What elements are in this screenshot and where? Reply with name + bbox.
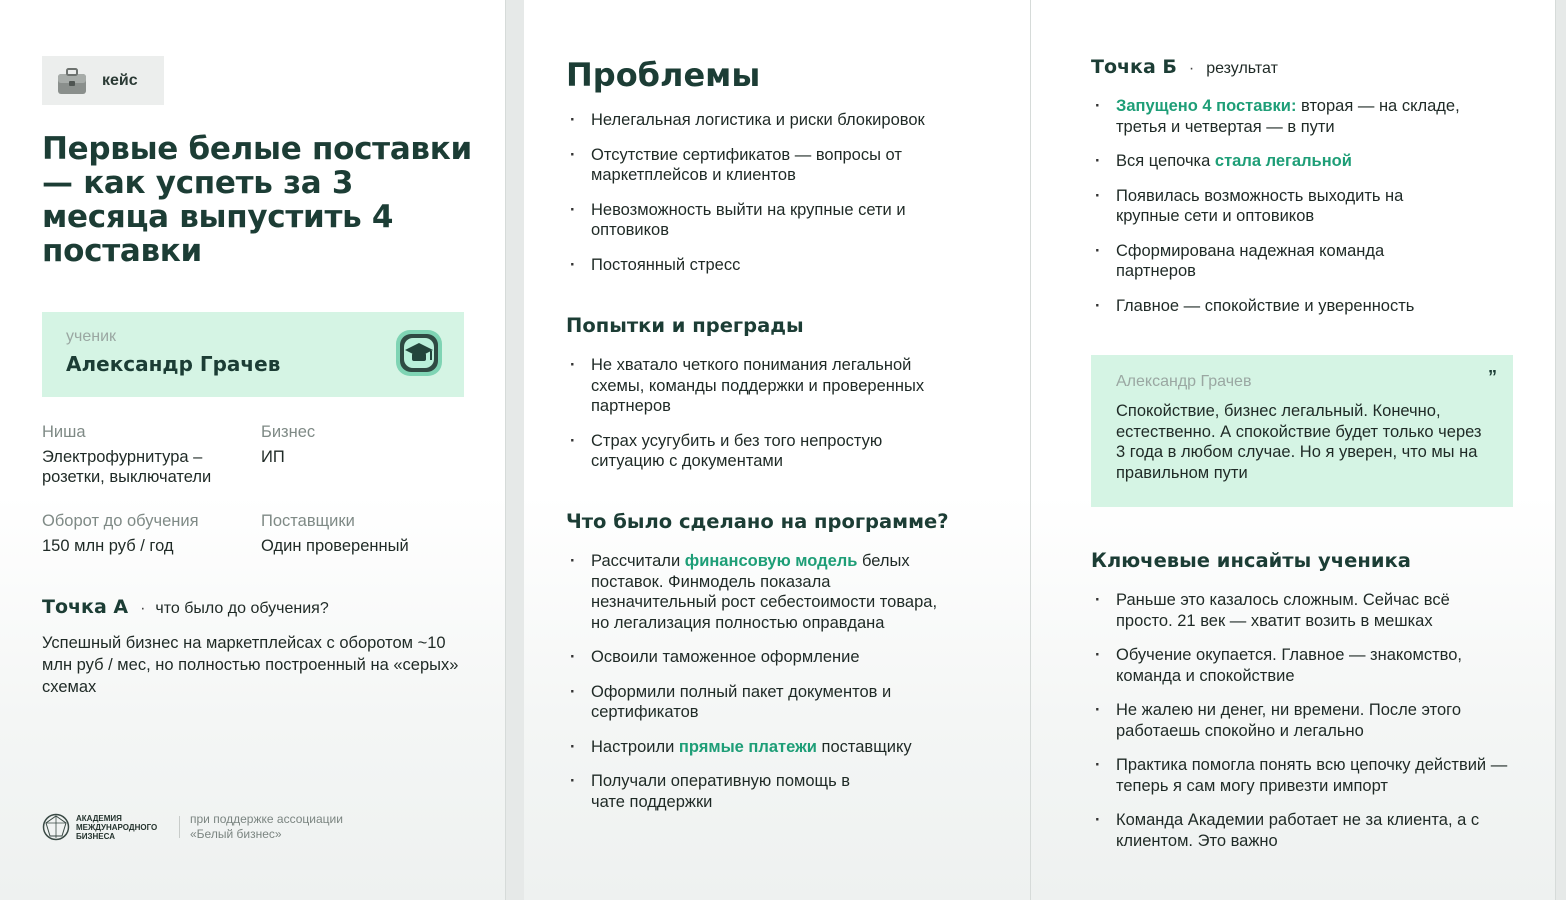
point-a-text: Успешный бизнес на маркетплейсах с оборотом ~10 млн руб / мес, но полностью построенный на «серых» схемах [42,634,459,696]
panel-divider [1555,0,1556,900]
item-text: Появилась возможность выходить на крупные сети и оптовиков [1116,186,1404,225]
point-a-title: Точка А [42,596,129,618]
point-a-separator: · [140,600,146,617]
info-niche [42,422,242,487]
list-item: · Страх усугубить и без того непростую ситуацию с документами [566,431,936,472]
panel-problems [524,0,1030,900]
footer-divider [179,816,180,838]
item-highlight: стала легальной [1214,152,1352,170]
list-item [1091,241,1431,282]
item-text: белых поставок. Финмодель показала незначительный рост себестоимости товара, но легализация полностью оправдана [591,552,938,632]
quote-author: Александр Грачев [1116,373,1252,390]
done-title: Что было сделано на программе? [566,510,949,533]
item-text: Оформили полный пакет документов и сертификатов [591,682,892,721]
info-business [261,422,481,467]
list-item [1091,96,1471,137]
problems-title: Проблемы [566,56,761,94]
point-b-heading [1091,56,1278,78]
student-label: ученик [66,328,117,345]
info-niche-value: Электрофурнитура – розетки, выключатели [42,448,212,486]
list-item: · Нелегальная логистика и риски блокировок [566,110,1011,131]
point-b-title: Точка Б [1091,56,1177,78]
item-text: Освоили таможенное оформление [591,648,860,666]
insights-title: Ключевые инсайты ученика [1091,549,1411,572]
done-list [566,551,951,826]
list-item: · Практика помогла понять всю цепочку действий — теперь я сам могу привезти импорт [1091,755,1516,796]
info-suppliers-label: Поставщики [261,512,355,530]
info-turnover-label: Оборот до обучения [42,512,199,530]
item-text: Получали оперативную помощь в чате поддержки [591,772,851,811]
list-item: · Постоянный стресс [566,255,1011,276]
list-item [1091,151,1491,172]
info-turnover [42,511,252,556]
case-title: Первые белые поставки — как успеть за 3 месяца выпустить 4 поставки [42,131,472,269]
list-item: · Отсутствие сертификатов — вопросы от маркетплейсов и клиентов [566,145,906,186]
attempts-title: Попытки и преграды [566,314,804,337]
item-text: Сформирована надежная команда партнеров [1116,241,1385,280]
briefcase-icon [54,63,90,99]
info-suppliers-value: Один проверенный [261,537,409,555]
list-item: · Раньше это казалось сложным. Сейчас всё просто. 21 век — хватит возить в мешках [1091,590,1471,631]
panel-results [1031,0,1555,900]
student-card [42,312,464,397]
item-text: Главное — спокойствие и уверенность [1116,296,1415,315]
footer [42,812,360,842]
point-b-separator: · [1188,60,1195,77]
point-b-subtitle: результат [1206,60,1278,77]
support-text: при поддержке ассоциации «Белый бизнес» [190,812,343,841]
list-item [566,682,906,723]
list-item: · Невозможность выйти на крупные сети и оптовиков [566,200,926,241]
info-turnover-value: 150 млн руб / год [42,537,174,555]
info-niche-label: Ниша [42,423,86,441]
list-item: · Не хватало четкого понимания легальной схемы, команды поддержки и проверенных партнеров [566,355,936,417]
results-list [1091,96,1491,330]
case-badge-label: кейс [102,71,138,89]
item-highlight: Запущено 4 поставки: [1116,97,1297,115]
academy-logo-icon [42,813,70,841]
list-item [566,551,951,633]
point-a-heading [42,596,329,618]
item-highlight: прямые платежи [678,737,817,756]
problems-list [566,110,1011,289]
list-item: · Обучение окупается. Главное — знакомство, команда и спокойствие [1091,645,1491,686]
item-highlight: финансовую модель [684,552,858,570]
insights-list [1091,590,1521,865]
panel-case-overview [0,0,505,900]
panel-divider [505,0,506,900]
point-a-subtitle: что было до обучения? [155,600,329,617]
academy-name: АКАДЕМИЯ МЕЖДУНАРОДНОГО БИЗНЕСА [76,813,158,841]
item-text: Настроили [591,737,679,756]
info-business-label: Бизнес [261,423,316,441]
info-business-value: ИП [261,448,285,466]
list-item [566,737,986,758]
list-item: · Команда Академии работает не за клиента, а с клиентом. Это важно [1091,810,1481,851]
list-item [566,647,951,668]
item-text: поставщику [816,737,912,756]
info-suppliers [261,511,481,556]
student-quote [1091,355,1513,507]
item-text: Вся цепочка [1116,152,1215,170]
item-text: вторая — на складе, третья и четвертая — в пути [1116,97,1460,136]
quote-text: Спокойствие, бизнес легальный. Конечно, естественно. А спокойствие будет только через 3 года в любом случае. Но я уверен, что мы на правильном пути [1116,402,1482,482]
graduation-cap-icon [390,324,448,382]
list-item [1091,186,1421,227]
student-name: Александр Грачев [66,352,281,376]
list-item [566,771,866,812]
case-badge [42,56,164,105]
quote-mark-icon: ” [1488,367,1497,387]
item-text: Рассчитали [591,552,685,570]
list-item: · Не жалею ни денег, ни времени. После этого работаешь спокойно и легально [1091,700,1491,741]
attempts-list [566,355,936,486]
list-item [1091,296,1491,317]
